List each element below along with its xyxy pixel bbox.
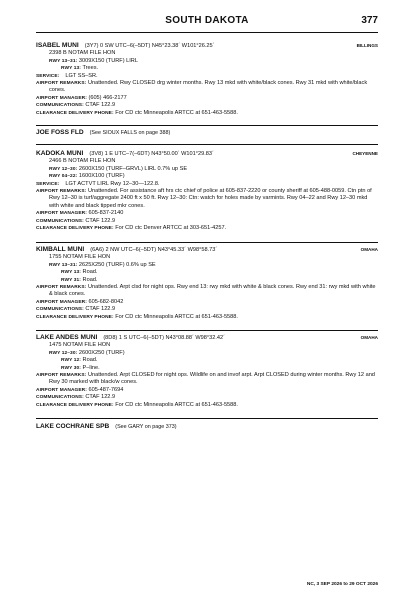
runway-end-line: RWY 30: P–line. [61, 364, 100, 371]
airport-remarks: AIRPORT REMARKS: Unattended. Arpt CLOSED for night ops. Wildlife on and invof arpt. Arpt CLOSED during winter months. Rwy 12 and Rwy 30 marked with black/w cones. [36, 372, 375, 386]
entry-divider [36, 418, 378, 419]
page-number: 377 [361, 15, 378, 26]
communications: COMMUNICATIONS: CTAF 122.9 [36, 394, 116, 401]
elevation-notam-line: 2466 B NOTAM FILE HON [49, 158, 116, 165]
runway-end-line: RWY 12: Road. [61, 357, 98, 364]
clearance-delivery: CLEARANCE DELIVERY PHONE: For CD ctc Minneapolis ARTCC at 651-463-5588. [36, 313, 238, 320]
runway-line: RWY 12–30: 2600X150 (TURF–GRVL) LIRL 0.7% up SE [49, 165, 188, 172]
airport-remarks: AIRPORT REMARKS: Unattended. Rwy CLOSED drg winter months. Rwy 13 mkd with white/black cones. Rwy 31 mkd with white/black cones. [36, 80, 368, 94]
airport-remarks: AIRPORT REMARKS: Unattended. Arpt clsd for night ops. Rwy end 13: rwy mkd with white & black cones. Rwy end 31: rwy mkd with white & black cones. [36, 284, 376, 298]
clearance-delivery: CLEARANCE DELIVERY PHONE: For CD ctc Minneapolis ARTCC at 651-463-5588. [36, 401, 238, 408]
state-title: SOUTH DAKOTA [165, 15, 249, 26]
communications: COMMUNICATIONS: CTAF 122.9 [36, 102, 116, 109]
airport-name: KADOKA MUNI [36, 150, 84, 157]
clearance-delivery: CLEARANCE DELIVERY PHONE: For CD ctc Minneapolis ARTCC at 651-463-5588. [36, 109, 238, 116]
elevation-notam-line: 1755 NOTAM FILE HON [49, 254, 111, 261]
communications: COMMUNICATIONS: CTAF 122.9 [36, 217, 116, 224]
airport-entry-isabel-muni [36, 42, 378, 117]
effective-dates-footer: NC, 3 SEP 2026 to 29 OCT 2026 [306, 582, 378, 587]
entry-divider [36, 242, 378, 243]
artcc-center: BILLINGS [356, 43, 378, 48]
cross-reference-link[interactable]: (See SIOUX FALLS on page 388) [89, 130, 171, 136]
airport-entry-lake-cochrane-spb [36, 423, 378, 431]
service-line: SERVICE: LGT SS–SR. [36, 72, 98, 79]
airport-name: ISABEL MUNI [36, 42, 79, 49]
runway-end-line: RWY 31: Road. [61, 276, 98, 283]
airport-manager: AIRPORT MANAGER: 605-682-8042 [36, 298, 124, 305]
artcc-center: OMAHA [360, 335, 378, 340]
airport-entry-kadoka-muni [36, 150, 378, 232]
runway-end-line: RWY 13: Road. [61, 269, 98, 276]
airport-entry-joe-foss-fld [36, 129, 378, 137]
airport-id-line: (8D8) 1 S UTC–6(–5DT) N43°08.88´ W98°32.42´ [103, 335, 225, 341]
airport-name: KIMBALL MUNI [36, 246, 85, 253]
artcc-center: CHEYENNE [352, 151, 378, 156]
airport-id-line: (3Y7) 0 SW UTC–6(–5DT) N45°23.38´ W101°26.25´ [84, 43, 215, 49]
entry-divider [36, 125, 378, 126]
airport-name: LAKE ANDES MUNI [36, 334, 98, 341]
communications: COMMUNICATIONS: CTAF 122.9 [36, 306, 116, 313]
artcc-center: OMAHA [360, 247, 378, 252]
airport-remarks: AIRPORT REMARKS: Unattended. For assistance aft hrs ctc chief of police at 605-837-2220 or county sheriff at 605-488-0059. Ctn ptn of Rwy 12–30 is turf/aggregate 2400 ft x 50 ft. Rwy 12–30: Ctn: watch for holes made by varmints. Rwy 04–22 and Rwy 12–30 mkd with white and black tipped mkr cones. [36, 188, 372, 209]
airport-entry-kimball-muni [36, 246, 378, 321]
cross-reference-link[interactable]: (See GARY on page 373) [115, 424, 177, 430]
runway-line: RWY 04–22: 1600X100 (TURF) [49, 173, 125, 180]
runway-line: RWY 13–31: 3009X150 (TURF) LIRL [49, 57, 138, 64]
entry-divider [36, 330, 378, 331]
airport-manager: AIRPORT MANAGER: (605) 466-2177 [36, 94, 127, 101]
airport-manager: AIRPORT MANAGER: 605-487-7694 [36, 386, 124, 393]
page-header [36, 14, 378, 33]
airport-entry-lake-andes-muni [36, 334, 378, 409]
runway-end-line: RWY 13: Trees. [61, 65, 99, 72]
runway-line: RWY 12–30: 2600X250 (TURF) [49, 349, 125, 356]
elevation-notam-line: 1475 NOTAM FILE HON [49, 342, 111, 349]
runway-line: RWY 13–31: 2625X250 (TURF) 0.6% up SE [49, 261, 156, 268]
airport-name: LAKE COCHRANE SPB [36, 423, 110, 430]
entry-divider [36, 144, 378, 145]
airport-id-line: (6A6) 2 NW UTC–6(–5DT) N43°45.33´ W98°58.73´ [90, 247, 218, 253]
service-line: SERVICE: LGT ACTVT LIRL Rwy 12–30—122.8. [36, 180, 160, 187]
elevation-notam-line: 2398 B NOTAM FILE HON [49, 50, 116, 57]
airport-id-line: (3V8) 1 E UTC–7(–6DT) N43°50.00´ W101°29.83´ [89, 151, 214, 157]
airport-manager: AIRPORT MANAGER: 605-837-2140 [36, 210, 124, 217]
airport-name: JOE FOSS FLD [36, 129, 84, 136]
clearance-delivery: CLEARANCE DELIVERY PHONE: For CD ctc Denver ARTCC at 303-651-4257. [36, 225, 227, 232]
